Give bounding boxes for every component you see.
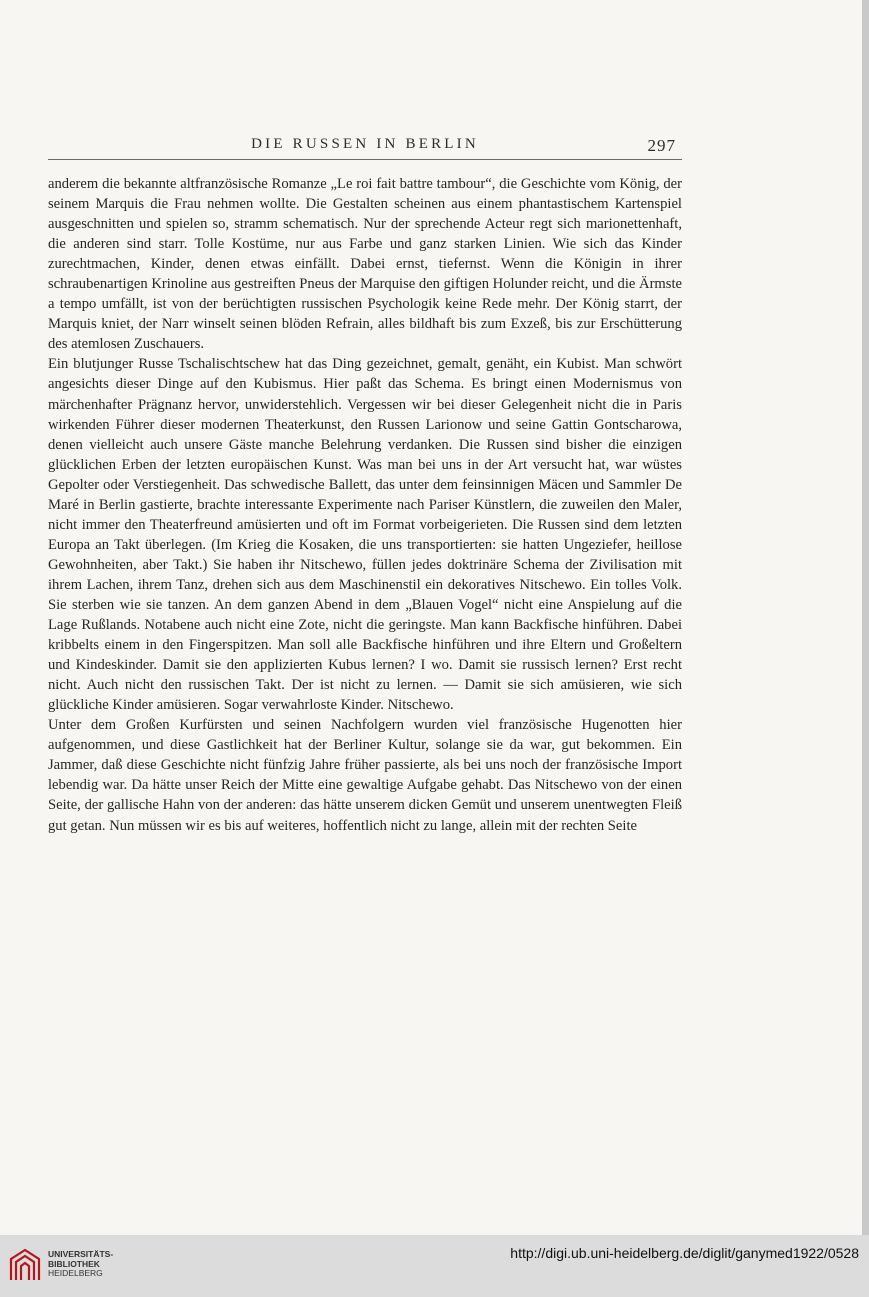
running-title: DIE RUSSEN IN BERLIN	[251, 136, 479, 152]
library-name-line: HEIDELBERG	[48, 1268, 103, 1278]
paragraph: Unter dem Großen Kurfürsten und seinen Nachfolgern wurden viel französische Hugenotten hier aufgenommen, und diese Gastlichkeit hat der Berliner Kultur, solange sie da war, gut bekommen. Ein Jammer, daß diese Geschichte nicht fünfzig Jahre früher passierte, als bei uns noch der französische Import lebendig war. Da hätte unser Reich der Mitte eine gewaltige Aufgabe gehabt. Das Nitschewo von der einen Seite, der gallische Hahn von der anderen: das hätte unserem dicken Gemüt und unserem unentwegten Fleiß gut getan. Nun müssen wir es bis auf weiteres, hoffentlich nicht zu lange, allein mit der rechten Seite	[48, 717, 682, 834]
library-logo-icon	[8, 1247, 42, 1283]
page-number: 297	[647, 136, 676, 155]
scan-edge	[862, 0, 869, 1235]
paragraph: Ein blutjunger Russe Tschalischtschew hat das Ding gezeichnet, gemalt, genäht, ein Kubist. Man schwört angesichts dieser Dinge auf den Kubismus. Hier paßt das Schema. Es bringt einen Modernismus von märchenhafter Prägnanz hervor, unwiderstehlich. Vergessen wir bei dieser Gelegenheit nicht die in Paris wirkenden Führer dieser modernen Theaterkunst, den Russen Larionow und seine Gattin Gontscharowa, denen vielleicht auch unsere Gäste manche Belehrung verdanken. Die Russen sind bisher die einzigen glücklichen Erben der letzten europäischen Kunst. Was man bei uns in der Art versucht hat, war wüstes Gepolter oder Verstiegenheit. Das schwedische Ballett, das unter dem feinsinnigen Mäcen und Sammler De Maré in Berlin gastierte, brachte interessante Experimente nach Pariser Künstlern, die zuweilen den Maler, nicht immer den Theaterfreund amüsierten und oft im Format vorbeigerieten. Die Russen sind dem letzten Europa an Takt überlegen. (Im Krieg die Kosaken, die uns transportierten: sie hatten Ungeziefer, heillose Gewohnheiten, aber Takt.) Sie haben ihr Nitschewo, füllen jedes doktrinäre Schema der Zivilisation mit ihrem Lachen, ihrem Tanz, drehen sich aus dem Maschinenstil ein dekoratives Nitschewo. Ein tolles Volk. Sie sterben wie sie tanzen. An dem ganzen Abend in dem „Blauen Vogel“ nicht eine Anspielung auf die Lage Rußlands. Notabene auch nicht eine Zote, nicht die geringste. Man kann Backfische hinführen. Dabei kribbelts einem in den Fingerspitzen. Man soll alle Backfische hinführen und ihre Eltern und Großeltern und Kindeskinder. Damit sie den applizierten Kubus lernen? I wo. Damit sie russisch lernen? Erst recht nicht. Auch nicht den russischen Takt. Der ist nicht zu lernen. — Damit sie sich amüsieren, wie sich glückliche Kinder amüsieren. Sogar verwahrloste Kinder. Nitschewo.	[48, 356, 682, 714]
header-rule	[48, 159, 682, 160]
body-text	[48, 174, 682, 836]
paragraph: anderem die bekannte altfranzösische Romanze „Le roi fait battre tambour“, die Geschichte vom König, der seinem Marquis die Frau nehmen wollte. Die Gestalten scheinen aus einem phantastischem Kartenspiel ausgeschnitten und spielen so, stramm schematisch. Nur der sprechende Acteur regt sich marionettenhaft, die anderen sind starr. Tolle Kostüme, nur aus Farbe und ganz starken Linien. Wie sich das Kinder zurechtmachen, Kinder, denen etwas einfällt. Dabei ernst, tiefernst. Wenn die Königin in ihrer schraubenartigen Krinoline aus gestreiften Pneus der Marquise den giftigen Holunder reicht, und die Ärmste a tempo umfällt, ist von der berüchtigten russischen Psychologik keine Rede mehr. Der König starrt, der Marquis kniet, der Narr winselt seinen blöden Refrain, alles bildhaft bis zum Exzeß, bis zur Erschütterung des atemlosen Zuschauers.	[48, 176, 682, 353]
library-name-line: UNIVERSITÄTS-	[48, 1249, 114, 1259]
library-name-line: BIBLIOTHEK	[48, 1258, 100, 1269]
viewer-footer	[0, 1235, 869, 1297]
page-header	[48, 136, 682, 160]
permalink-url[interactable]: http://digi.ub.uni-heidelberg.de/diglit/ganymed1922/0528	[510, 1245, 859, 1261]
library-name	[48, 1250, 113, 1279]
